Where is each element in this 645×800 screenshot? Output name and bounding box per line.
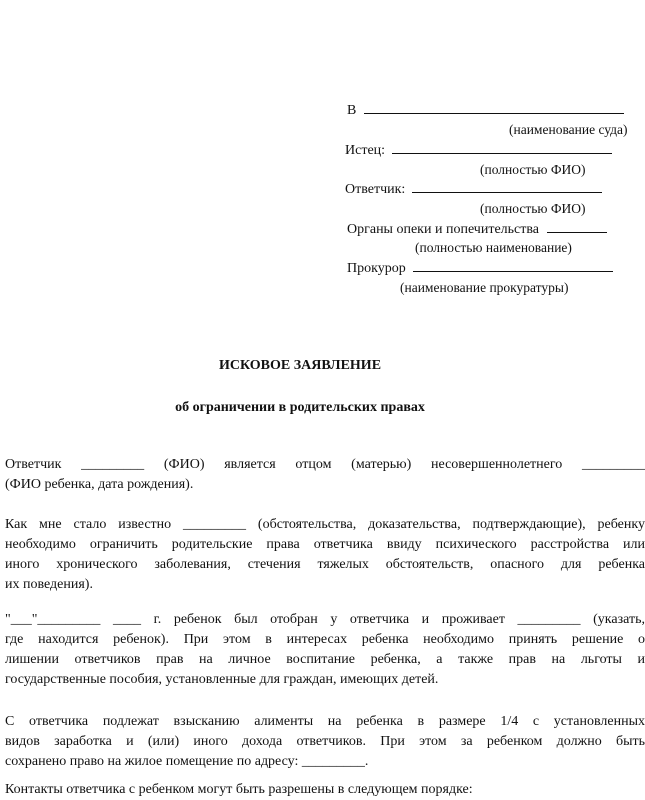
- paragraph-line: необходимо ограничить родительские права ответчика ввиду психического расстройства или: [5, 537, 645, 552]
- paragraph-line: государственные пособия, установленные для граждан, имеющих детей.: [5, 672, 439, 687]
- paragraph-line: их поведения).: [5, 577, 93, 592]
- paragraph-5: [5, 780, 645, 800]
- prosecutor-caption: (наименование прокуратуры): [400, 280, 569, 295]
- paragraph-line: (ФИО ребенка, дата рождения).: [5, 477, 194, 492]
- court-line: [347, 101, 624, 120]
- paragraph-line: "___"_________ ____ г. ребенок был отобран у ответчика и проживает _________ (указать,: [5, 612, 645, 627]
- defendant-line: [345, 180, 602, 199]
- paragraph-4: [5, 712, 645, 772]
- paragraph-1: [5, 455, 645, 495]
- prosecutor-label: Прокурор: [347, 261, 406, 276]
- guardianship-label: Органы опеки и попечительства: [347, 222, 540, 237]
- paragraph-line: лишении ответчиков прав на личное воспитание ребенка, а также прав на льготы и: [5, 652, 645, 667]
- paragraph-line: Как мне стало известно _________ (обстоятельства, доказательства, подтверждающие), ребенку: [5, 517, 645, 532]
- paragraph-line: Ответчик _________ (ФИО) является отцом (матерью) несовершеннолетнего _________: [5, 457, 645, 472]
- guardianship-caption: (полностью наименование): [415, 240, 572, 255]
- court-name-field: [364, 101, 624, 114]
- paragraph-line: Контакты ответчика с ребенком могут быть разрешены в следующем порядке:: [5, 782, 473, 797]
- paragraph-line: где находится ребенок). При этом в интересах ребенка необходимо принять решение о: [5, 632, 645, 647]
- court-caption: (наименование суда): [509, 122, 628, 137]
- plaintiff-caption: (полностью ФИО): [480, 162, 586, 177]
- paragraph-3: [5, 610, 645, 690]
- prosecutor-line: [347, 259, 613, 278]
- defendant-label: Ответчик:: [345, 182, 406, 197]
- prosecutor-name-field: [413, 259, 613, 272]
- paragraph-line: иного хронического заболевания, стечения тяжелых обстоятельств, опасного для ребенка: [5, 557, 645, 572]
- court-prefix: В: [347, 103, 357, 118]
- paragraph-2: [5, 515, 645, 595]
- plaintiff-name-field: [392, 141, 612, 154]
- document-subtitle: об ограничении в родительских правах: [175, 400, 425, 415]
- defendant-caption: (полностью ФИО): [480, 201, 586, 216]
- document-title: ИСКОВОЕ ЗАЯВЛЕНИЕ: [218, 358, 382, 373]
- paragraph-line: сохранено право на жилое помещение по адресу: _________.: [5, 754, 369, 769]
- plaintiff-line: [345, 141, 612, 160]
- defendant-name-field: [412, 180, 602, 193]
- paragraph-line: видов заработка и (или) иного дохода ответчиков. При этом за ребенком должно быть: [5, 734, 645, 749]
- guardianship-name-field: [547, 220, 607, 233]
- paragraph-line: С ответчика подлежат взысканию алименты на ребенка в размере 1/4 с установленных: [5, 714, 645, 729]
- guardianship-line: [347, 220, 607, 239]
- plaintiff-label: Истец:: [345, 143, 386, 158]
